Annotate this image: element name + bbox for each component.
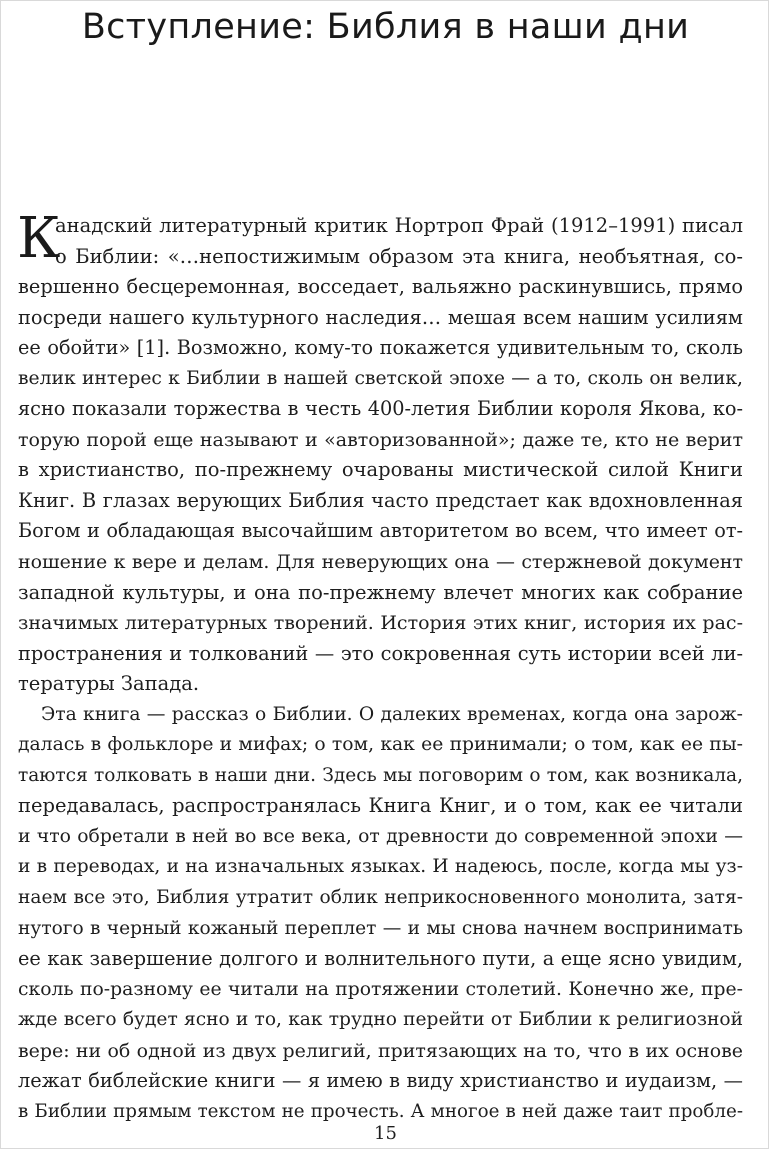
chapter-title: Вступление: Библия в наши дни (81, 7, 690, 47)
page-number: 15 (374, 1123, 397, 1144)
text-line: далась в фольклоре и мифах; о том, как ее принимали; о том, как ее пы- (18, 734, 743, 756)
drop-cap: К (17, 206, 61, 271)
text-line: западной культуры, и она по-прежнему влечет многих как собрание (18, 580, 743, 604)
text-line: в Библии прямым текстом не прочесть. А многое в ней даже таит пробле- (18, 1100, 743, 1122)
text-line: наем все это, Библия утратит облик неприкосновенного монолита, затя- (18, 887, 743, 909)
text-line: ее как завершение долгого и волнительного пути, а еще ясно увидим, (18, 947, 743, 971)
text-line: в христианство, по-прежнему очарованы мистической силой Книги (18, 458, 743, 482)
paragraph-2 (18, 700, 743, 1128)
text-line: значимых литературных творений. История этих книг, история их рас- (18, 612, 743, 635)
text-line: нутого в черный кожаный переплет — и мы снова начнем воспринимать (18, 917, 743, 939)
text-line: вершенно бесцеремонная, восседает, вальяжно раскинувшись, прямо (18, 275, 743, 299)
text-line: анадский литературный критик Нортроп Фрай (1912–1991) писал (55, 214, 743, 237)
text-line: ношение к вере и делам. Для неверующих она — стержневой документ (18, 551, 743, 574)
text-line: тературы Запада. (18, 672, 200, 696)
text-line: и что обретали в ней во все века, от древности до современной эпохи — (18, 825, 743, 847)
text-line: передавалась, распространялась Книга Книг, и о том, как ее читали (18, 794, 743, 818)
text-line: Эта книга — рассказ о Библии. О далеких временах, когда она зарож- (41, 703, 743, 725)
text-line: торую порой еще называют и «авторизованной»; даже те, кто не верит (18, 428, 743, 451)
text-line: сколь по-разному ее читали на протяжении столетий. Конечно же, пре- (18, 978, 743, 1000)
text-line: пространения и толкований — это сокровенная суть истории всей ли- (18, 641, 743, 665)
text-line: Книг. В глазах верующих Библия часто предстает как вдохновленная (18, 488, 743, 512)
text-line: ее обойти» [1]. Возможно, кому-то покажется удивительным то, сколь (18, 336, 743, 360)
paragraph-1 (18, 211, 743, 700)
text-line: вере: ни об одной из двух религий, притязающих на то, что в их основе (18, 1039, 743, 1062)
text-line: и в переводах, и на изначальных языках. И надеюсь, после, когда мы уз- (18, 856, 743, 878)
text-line: посреди нашего культурного наследия… мешая всем нашим усилиям (18, 305, 743, 329)
text-line: ясно показали торжества в честь 400-летия Библии короля Якова, ко- (18, 397, 743, 421)
body-text (18, 211, 743, 1127)
text-line: о Библии: «…непостижимым образом эта книга, необъятная, со- (55, 244, 743, 268)
text-line: Богом и обладающая высочайшим авторитетом во всем, что имеет от- (18, 519, 743, 543)
text-line: велик интерес к Библии в нашей светской эпохе — а то, сколь он велик, (18, 367, 743, 389)
text-line: жде всего будет ясно и то, как трудно перейти от Библии к религиозной (18, 1009, 743, 1031)
text-line: лежат библейские книги — я имею в виду христианство и иудаизм, — (18, 1069, 743, 1093)
text-line: таются толковать в наши дни. Здесь мы поговорим о том, как возникала, (18, 764, 743, 786)
